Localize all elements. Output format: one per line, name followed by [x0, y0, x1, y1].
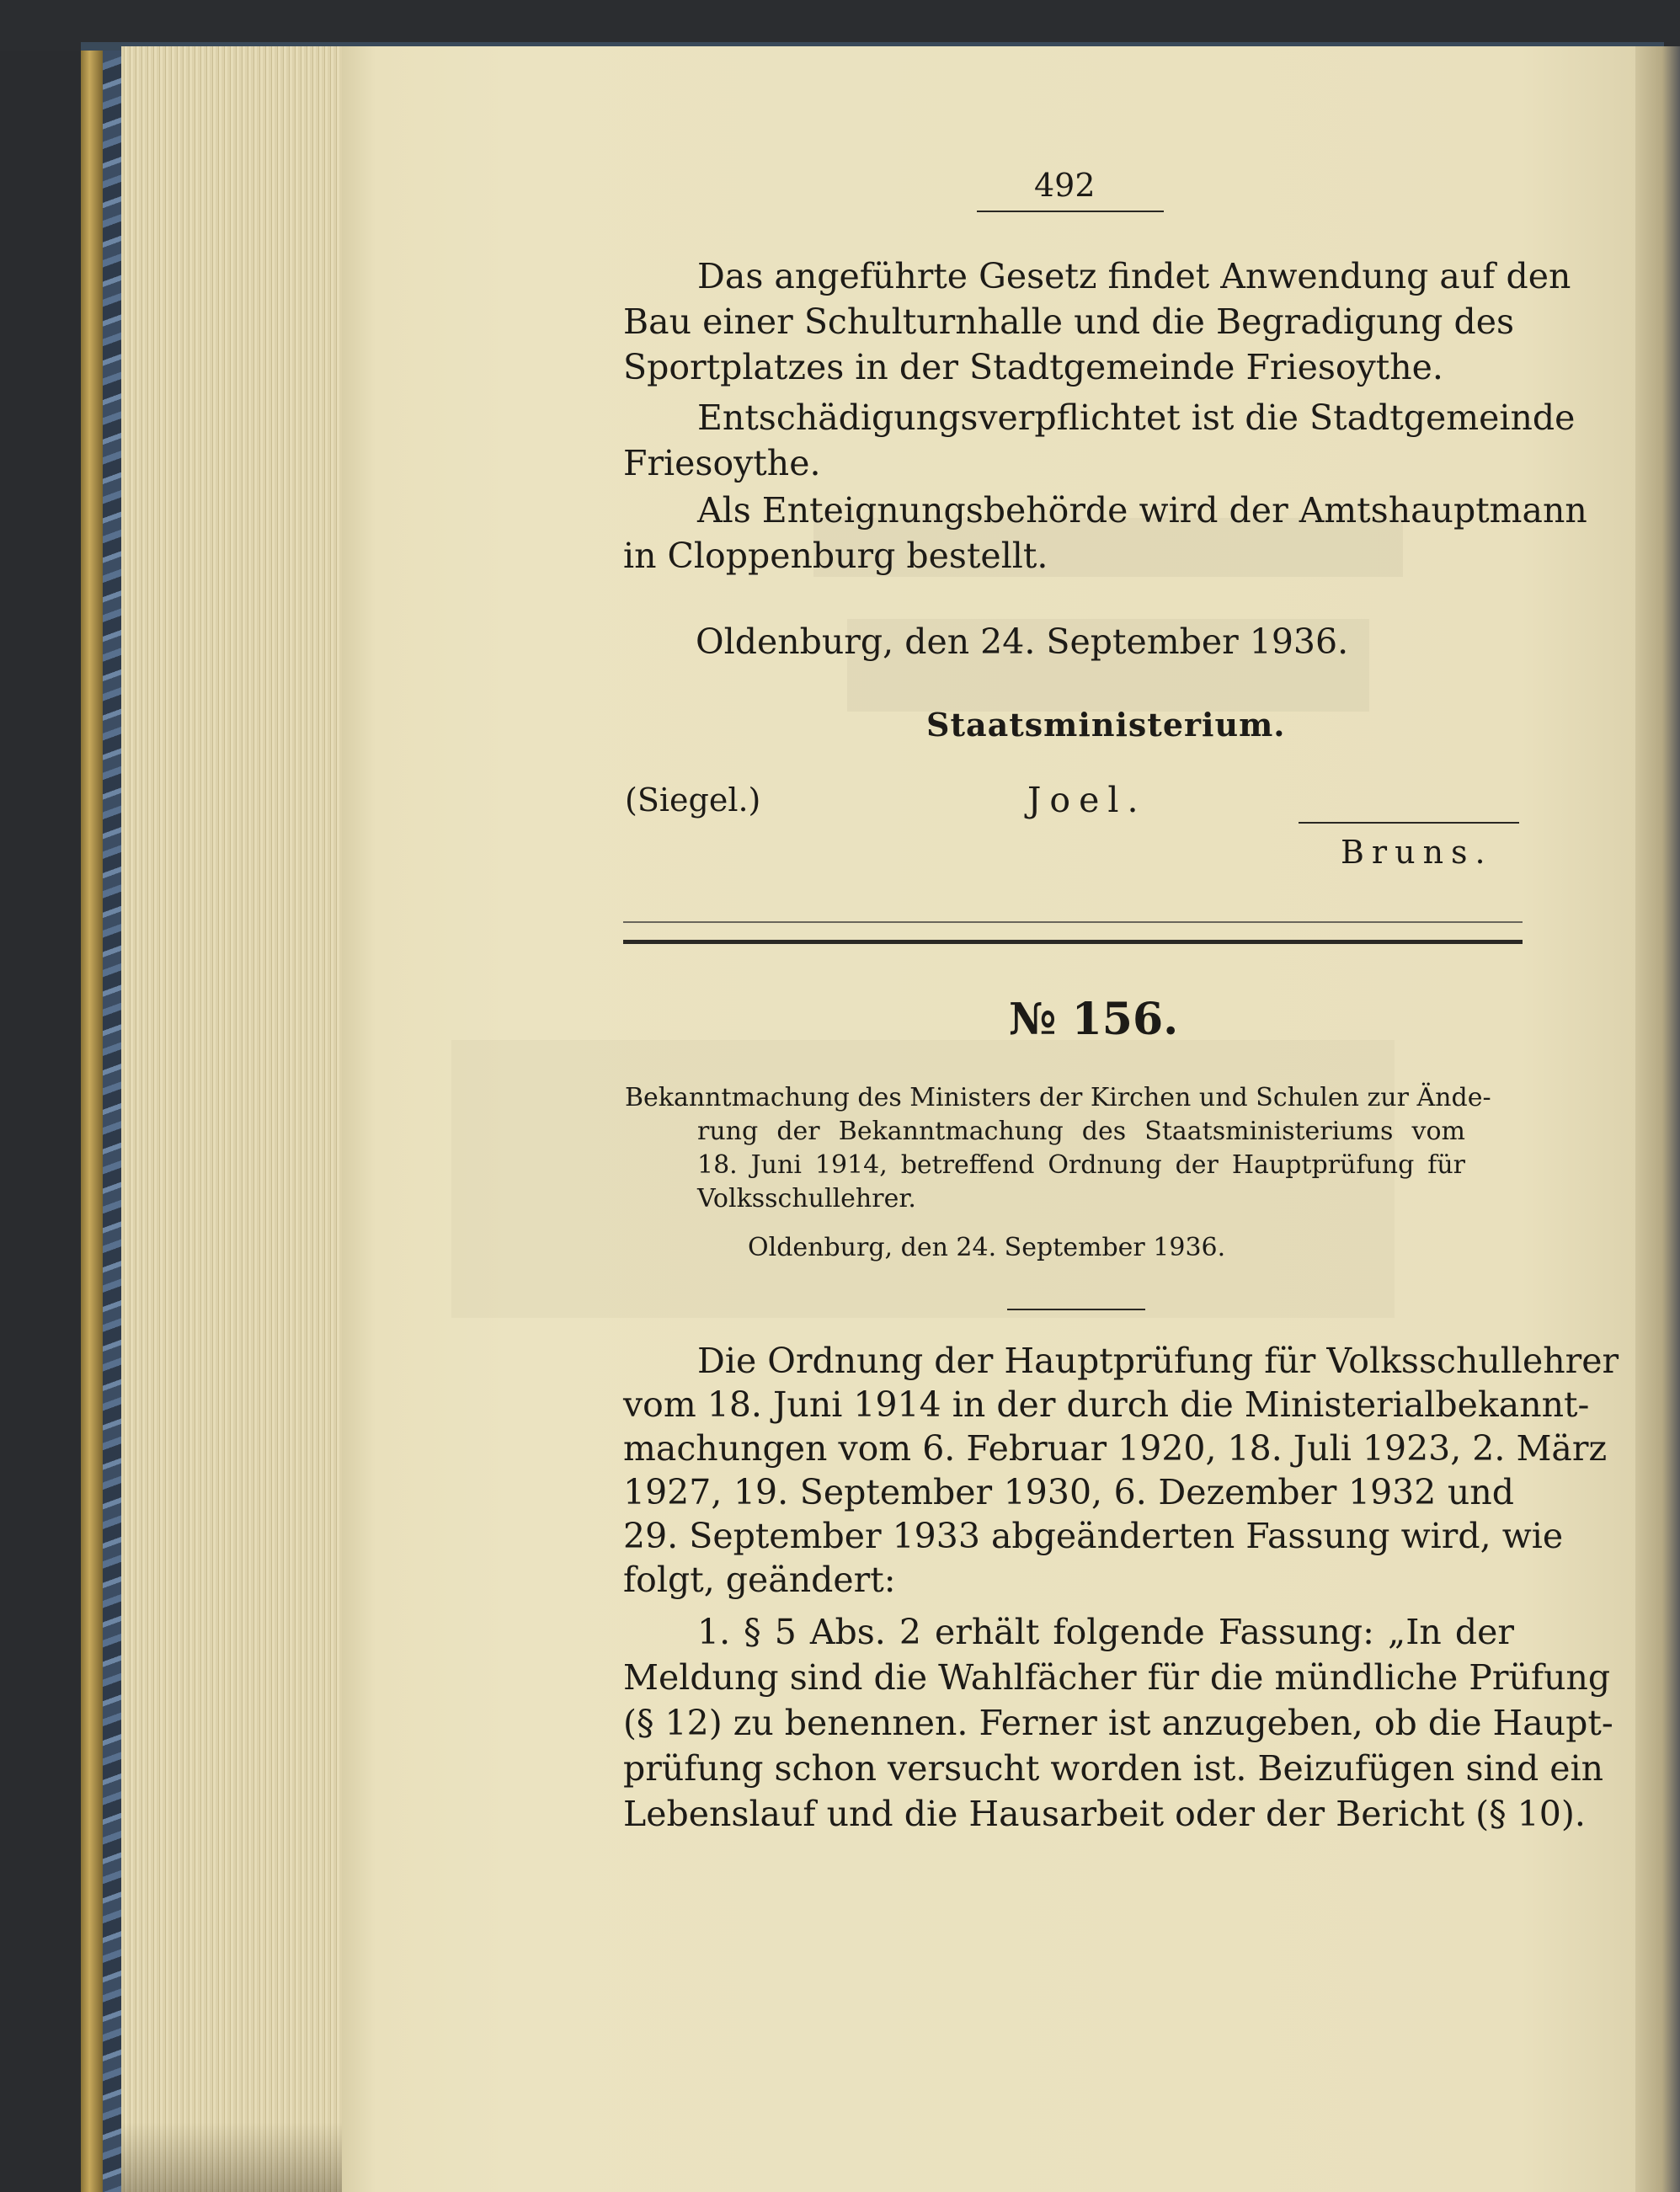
text-line: machungen vom 6. Februar 1920, 18. Juli 1923, 2. März: [623, 1428, 1608, 1469]
section-divider-thick: [623, 940, 1523, 944]
summary-date: Oldenburg, den 24. September 1936.: [748, 1233, 1226, 1262]
text-line: Sportplatzes in der Stadtgemeinde Friesoythe.: [623, 347, 1443, 387]
text-line: Entschädigungsverpflichtet ist die Stadtgemeinde: [697, 397, 1576, 438]
text-line: 29. September 1933 abgeänderten Fassung wird, wie: [623, 1516, 1564, 1556]
text-line: 1. § 5 Abs. 2 erhält folgende Fassung: „In der: [697, 1612, 1514, 1652]
facing-page-edge: [1635, 46, 1680, 2192]
notice-number: № 156.: [1009, 994, 1179, 1045]
signature: Joel.: [1027, 780, 1147, 820]
text-line: (§ 12) zu benennen. Ferner ist anzugeben, ob die Haupt-: [623, 1703, 1613, 1743]
seal-note: (Siegel.): [625, 781, 761, 819]
marbled-endpaper: [103, 51, 121, 2192]
text-line: vom 18. Juni 1914 in der durch die Ministerialbekannt-: [623, 1384, 1590, 1425]
header-rule: [977, 211, 1164, 212]
text-line: Als Enteignungsbehörde wird der Amtshauptmann: [697, 490, 1587, 531]
text-line: folgt, geändert:: [623, 1560, 896, 1600]
summary-line: Volksschullehrer.: [697, 1184, 916, 1213]
text-line: Meldung sind die Wahlfächer für die mündliche Prüfung: [623, 1657, 1611, 1698]
section-divider-thin: [623, 921, 1523, 923]
signature: Bruns.: [1341, 834, 1493, 871]
summary-line: rung der Bekanntmachung des Staatsministeriums vom: [697, 1117, 1465, 1146]
summary-rule: [1007, 1309, 1145, 1310]
signature-rule: [1299, 822, 1519, 824]
text-line: Friesoythe.: [623, 443, 821, 483]
text-line: prüfung schon versucht worden ist. Beizufügen sind ein: [623, 1748, 1604, 1789]
summary-line: Bekanntmachung des Ministers der Kirchen und Schulen zur Ände-: [625, 1083, 1491, 1112]
text-line: 1927, 19. September 1930, 6. Dezember 1932 und: [623, 1472, 1514, 1512]
authority-heading: Staatsministerium.: [926, 706, 1286, 744]
book-binding: [81, 51, 103, 2192]
text-line: Bau einer Schulturnhalle und die Begradigung des: [623, 301, 1514, 342]
text-line: in Cloppenburg bestellt.: [623, 536, 1048, 576]
date-line: Oldenburg, den 24. September 1936.: [696, 621, 1349, 662]
page-number: 492: [1034, 167, 1096, 204]
text-line: Das angeführte Gesetz findet Anwendung auf den: [697, 256, 1571, 296]
page-stack-shadow: [121, 2122, 342, 2192]
text-line: Lebenslauf und die Hausarbeit oder der Bericht (§ 10).: [623, 1794, 1586, 1834]
text-line: Die Ordnung der Hauptprüfung für Volksschullehrer: [697, 1341, 1619, 1381]
summary-line: 18. Juni 1914, betreffend Ordnung der Hauptprüfung für: [697, 1150, 1465, 1180]
page-stack-edge: [121, 46, 342, 2192]
